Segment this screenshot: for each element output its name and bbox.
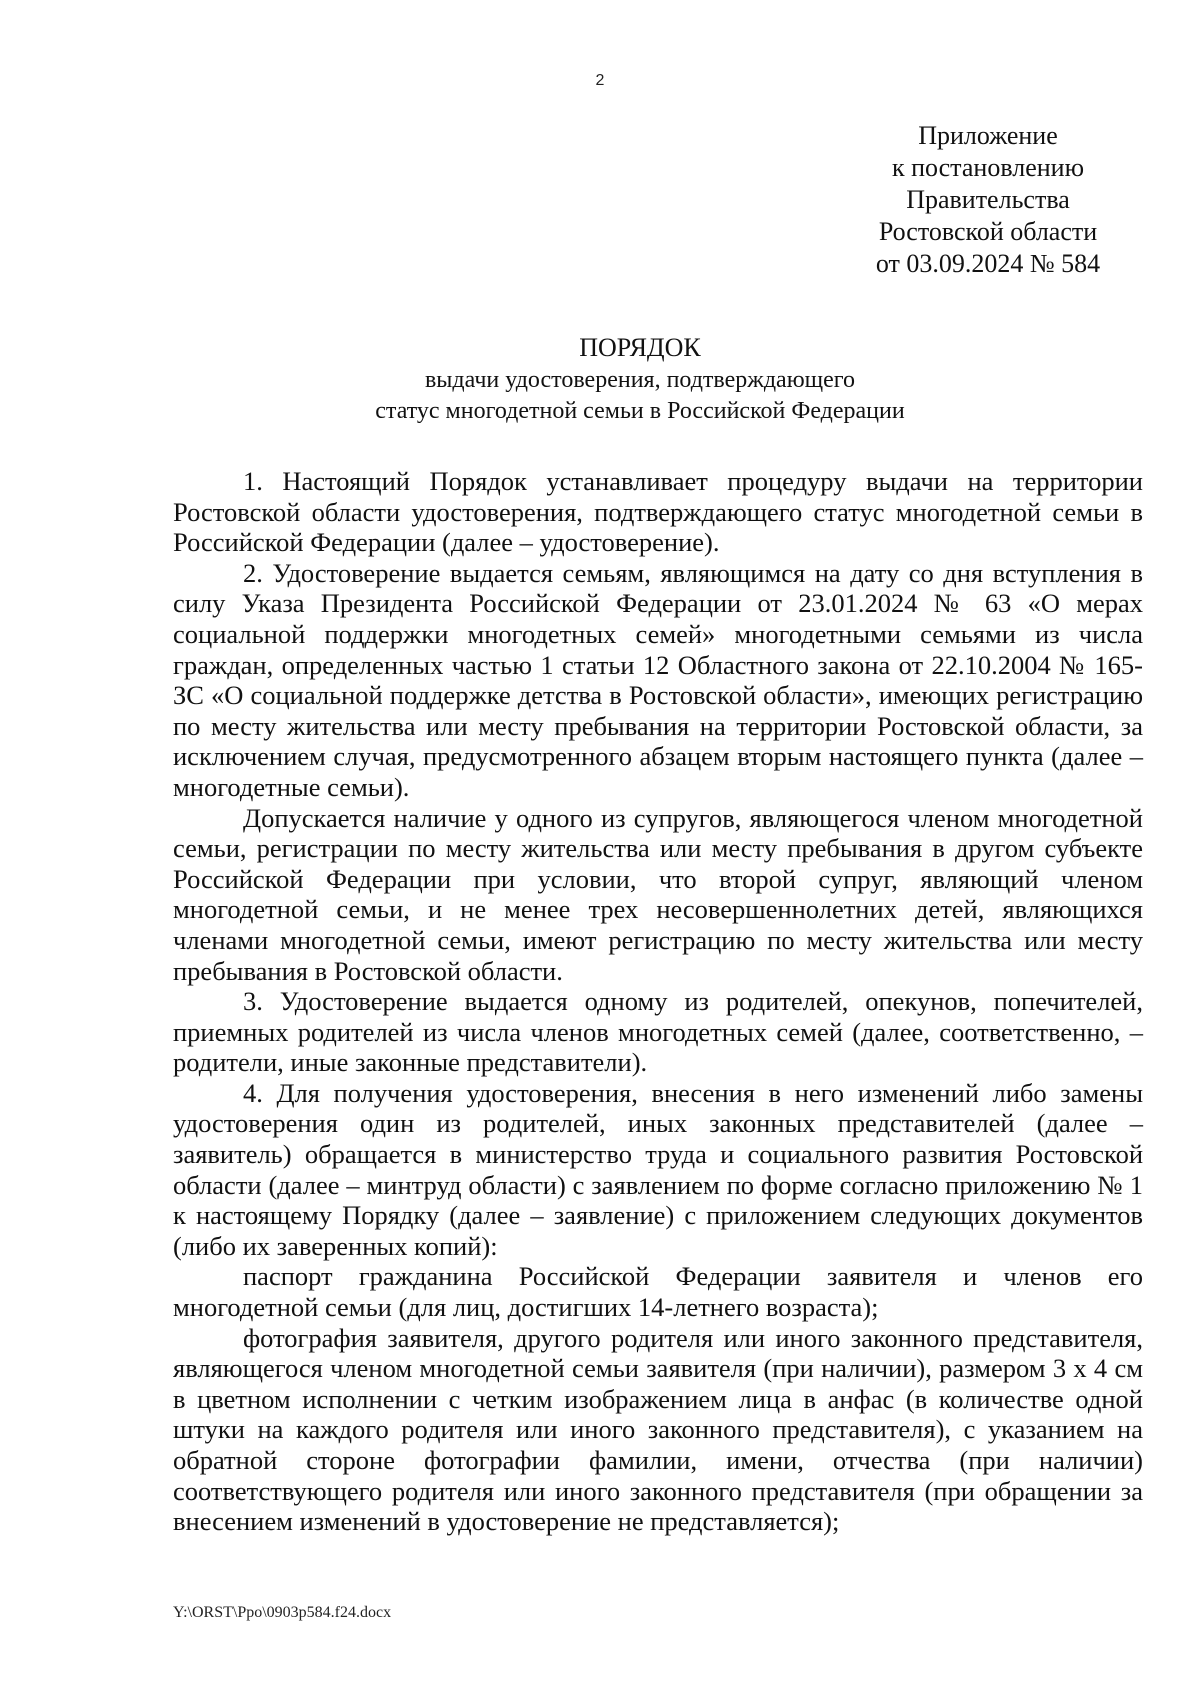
- appendix-line: Ростовской области: [878, 217, 1098, 246]
- appendix-line: от 03.09.2024 № 584: [875, 249, 1101, 278]
- title-line: статус многодетной семьи в Российской Федерации: [375, 398, 905, 424]
- paragraph: фотография заявителя, другого родителя или иного законного представителя, являющегося членом многодетной семьи заявителя (при наличии), размером 3 х 4 см в цветном исполнении с четким изображением лица в анфас (в количестве одной штуки на каждого родителя или иного законного представителя), с указанием на обратной стороне фотографии фамилии, имени, отчества (при наличии) соответствующего родителя или иного законного представителя (при обращении за внесением изменений в удостоверение не представляется);: [173, 1322, 1143, 1537]
- appendix-line: к постановлению: [891, 153, 1085, 182]
- paragraph: 4. Для получения удостоверения, внесения в него изменений либо замены удостоверения один из родителей, иных законных представителей (далее – заявитель) обращается в министерство труда и социального развития Ростовской области (далее – минтруд области) с заявлением по форме согласно приложению № 1 к настоящему Порядку (далее – заявление) с приложением следующих документов (либо их заверенных копий):: [173, 1077, 1143, 1261]
- paragraph: 1. Настоящий Порядок устанавливает процедуру выдачи на территории Ростовской области удостоверения, подтверждающего статус многодетной семьи в Российской Федерации (далее – удостоверение).: [173, 466, 1143, 558]
- document-body: [173, 466, 1143, 1537]
- appendix-line: Приложение: [918, 121, 1058, 150]
- paragraph: 3. Удостоверение выдается одному из родителей, опекунов, попечителей, приемных родителей из числа членов многодетных семей (далее, соответственно, – родители, иные законные представители).: [173, 986, 1143, 1078]
- paragraph: Допускается наличие у одного из супругов, являющегося членом многодетной семьи, регистрации по месту жительства или месту пребывания в другом субъекте Российской Федерации при условии, что второй супруг, являющий членом многодетной семьи, и не менее трех несовершеннолетних детей, являющихся членами многодетной семьи, имеют регистрацию по месту жительства или месту пребывания в Ростовской области.: [173, 802, 1143, 986]
- paragraph: паспорт гражданина Российской Федерации заявителя и членов его многодетной семьи (для лиц, достигших 14-летнего возраста);: [173, 1261, 1143, 1323]
- title-line: выдачи удостоверения, подтверждающего: [424, 367, 856, 393]
- title-main: ПОРЯДОК: [579, 333, 701, 362]
- appendix-line: Правительства: [906, 185, 1070, 214]
- appendix-heading: [838, 120, 1138, 280]
- page-number: 2: [595, 72, 605, 89]
- document-title: [240, 332, 1040, 427]
- file-path-footer: Y:\ORST\Ppo\0903p584.f24.docx: [173, 1604, 392, 1621]
- paragraph: 2. Удостоверение выдается семьям, являющимся на дату со дня вступления в силу Указа Президента Российской Федерации от 23.01.2024 № 63 «О мерах социальной поддержки многодетных семей» многодетными семьями из числа граждан, определенных частью 1 статьи 12 Областного закона от 22.10.2004 № 165-ЗС «О социальной поддержке детства в Ростовской области», имеющих регистрацию по месту жительства или месту пребывания на территории Ростовской области, за исключением случая, предусмотренного абзацем вторым настоящего пункта (далее – многодетные семьи).: [173, 557, 1143, 802]
